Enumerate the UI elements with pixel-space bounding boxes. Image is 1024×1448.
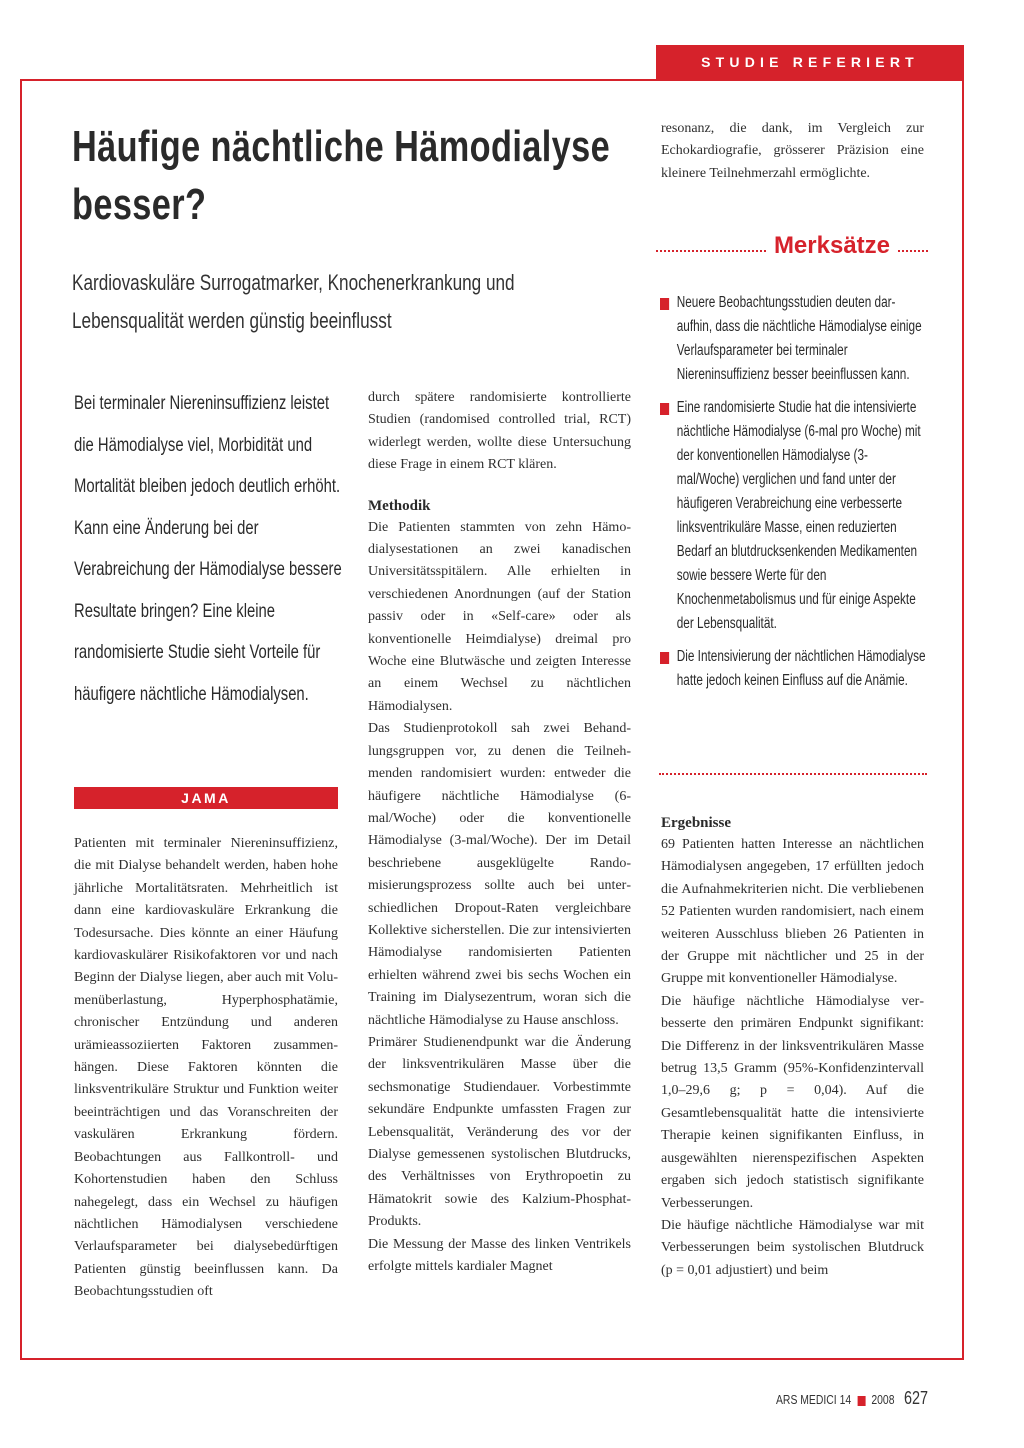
ergebnisse-paragraph-1: 69 Patienten hatten Interesse an nächtlichen Hämodialysen angegeben, 17 erfüllten jedoch die Aufnahmekriterien nicht. Die verbliebenen 52 Patienten wurden randomisiert, nach einem weiteren Ausschluss blieben 26 Patienten in der Gruppe mit nächtlicher und 25 in der Gruppe mit konventioneller Hämodialyse.: [661, 837, 924, 987]
footer-year: 2008: [871, 1392, 895, 1407]
methodik-paragraph-4: Die Messung der Masse des linken Ventrikels erfolgte mittels kardialer Magnet: [368, 1236, 631, 1275]
intro-continuation: durch spätere randomisierte kontrollierte Studien (randomised controlled trial, RCT) widerlegt werden, wollte diese Untersuchung diese Frage in einem RCT klären.: [368, 390, 631, 473]
merksatz-item: [660, 396, 926, 636]
square-separator-icon: [857, 1396, 865, 1406]
methodik-paragraph-3: Primärer Studienendpunkt war die Änderung der linksventrikulären Masse über die sechsmonatige Studiendauer. Vorbestimmte sekundäre Endpunkte umfassten Fragen zur Lebensqualität, Veränderung des vor der Dialyse gemessenen systolischen Blutdrucks, des Verhältnisses von Erythropoetin zu Hämatokrit sowie des Kalzium-Phosphat-Produkts.: [368, 1034, 631, 1230]
column-1: [74, 833, 338, 1304]
ergebnisse-heading: Ergebnisse: [661, 815, 732, 831]
merksaetze-end-rule: [659, 773, 927, 775]
article-title: Häufige nächtliche Hämodialyse besser?: [72, 122, 611, 229]
source-label: JAMA: [74, 787, 338, 809]
merksatz-item: [660, 645, 926, 693]
footer-magazine: ARS MEDICI 14: [776, 1392, 852, 1407]
dotted-rule: [898, 250, 928, 252]
merksaetze-header: [656, 232, 928, 260]
column-2: [368, 387, 631, 1278]
square-bullet-icon: [660, 652, 669, 664]
column-3-top: [661, 118, 924, 185]
merksaetze-list: [660, 291, 926, 702]
ergebnisse-paragraph-2: Die häufige nächtliche Hämodialyse verbesserte den primären Endpunkt signifikant: Die Differenz in der linksventrikulären Masse betrug 13,5 Gramm (95%-Konfidenzintervall 1,0–29,6 g; p = 0,04). Auf die Gesamtlebensqualität hatte die intensivierte Therapie keinen signifikanten Einfluss, in ausgewählten nierenspezifischen Aspekten ergaben sich jedoch statistisch signifikante Verbesserungen.: [661, 993, 924, 1211]
ergebnisse-paragraph-3: Die häufige nächtliche Hämodialyse war mit Verbesserungen beim systolischen Blutdruck (p = 0,01 adjustiert) und beim: [661, 1217, 924, 1278]
methodik-heading: Methodik: [368, 497, 431, 514]
merksaetze-title: Merksätze: [773, 232, 890, 259]
merksatz-text: Die Intensivierung der nächtlichen Hämodialyse hatte jedoch keinen Einfluss auf die Anämie.: [676, 648, 926, 689]
article-lead: Bei terminaler Niereninsuffizienz leistet die Hämodialyse viel, Morbidität und Mortalität bleiben jedoch deutlich erhöht. Kann eine Änderung bei der Verabreichung der Hämodialyse bessere Resultate bringen? Eine kleine randomisierte Studie sieht Vorteile für häufigere nächtliche Hämodialysen.: [74, 392, 342, 705]
methodik-paragraph-2: Das Studienprotokoll sah zwei Behandlungsgruppen vor, zu denen die Teilnehmenden randomisiert wurden: entweder die häufigere nächtliche Hämodialyse (6-mal/Woche) oder die konventionelle Hämodialyse (3-mal/Woche). Der im Detail beschriebene ausgeklügelte Randomisierungsprozess sollte auch bei unterschiedlichen Dropout-Raten vergleichbare Kollektive sicherstellen. Die zur intensivierten Hämodialyse randomisierten Patienten erhielten während zwei bis sechs Wochen ein Training im Dialysezentrum, woran sich die nächtliche Hämodialyse zu Hause anschloss.: [368, 721, 631, 1028]
footer-issue: [776, 1392, 894, 1407]
section-rubric: STUDIE REFERIERT: [656, 45, 964, 80]
page-footer: [776, 1388, 929, 1408]
methodik-paragraph-4-continuation: resonanz, die dank, im Vergleich zur Echokardiografie, grösserer Präzision eine kleinere Teilnehmerzahl ermöglichte.: [661, 121, 924, 181]
column-3-bottom: [661, 812, 924, 1282]
intro-paragraph: Patienten mit terminaler Niereninsuffizienz, die mit Dialyse behandelt werden, haben hohe jährliche Mortalitätsraten. Mehrheitlich ist dann eine kardiovaskuläre Erkrankung die Todesursache. Dies könnte an einer Häufung kardiovaskulärer Risikofaktoren vor und nach Beginn der Dialyse liegen, aber auch mit Volumenüberlastung, Hyperphosphatämie, chronischer Entzündung und anderen urämieassoziierten Faktoren zusammenhängen. Diese Faktoren könnten die linksventrikuläre Struktur und Funktion weiter beeinträchtigen und das Voranschreiten der vaskulären Erkrankung fördern. Beobachtungen aus Fallkontroll- und Kohortenstudien haben den Schluss nahegelegt, dass ein Wechsel zu häufigen nächtlichen Hämodialysen verschiedene Verlaufsparameter bei dialysebedürftigen Patienten günstig beeinflussen kann. Da Beobachtungsstudien oft: [74, 836, 338, 1300]
square-bullet-icon: [660, 403, 669, 415]
page-number: 627: [904, 1388, 929, 1408]
merksatz-item: [660, 291, 926, 387]
article-subtitle: Kardiovaskuläre Surrogatmarker, Knochenerkrankung und Lebensqualität werden günstig beeinflusst: [72, 270, 515, 333]
dotted-rule: [656, 250, 766, 252]
merksatz-text: Eine randomisierte Studie hat die intensivierte nächtliche Hämodialyse (6-mal pro Woche) mit der konventionellen Hämodialyse (3-mal/Woche) verglichen und fand unter der häufigeren Verabreichung eine verbesserte linksventrikuläre Masse, einen reduzierten Bedarf an blutdrucksenkenden Medikamenten sowie bessere Werte für den Knochenmetabolismus und für einige Aspekte der Lebensqualität.: [676, 399, 921, 632]
merksatz-text: Neuere Beobachtungsstudien deuten daraufhin, dass die nächtliche Hämodialyse einige Verlaufsparameter bei terminaler Niereninsuffizienz besser beeinflussen kann.: [676, 294, 922, 383]
methodik-paragraph-1: Die Patienten stammten von zehn Hämodialysestationen an zwei kanadischen Universitätsspitälern. Alle erhielten in verschiedenen Anordnungen (auf der Station passiv oder in «Self-care» oder als konventionelle Heimdialyse) dreimal pro Woche eine Blutwäsche und zeigten Interesse an einem Wechsel zu nächtlichen Hämodialysen.: [368, 519, 631, 714]
square-bullet-icon: [660, 298, 669, 310]
